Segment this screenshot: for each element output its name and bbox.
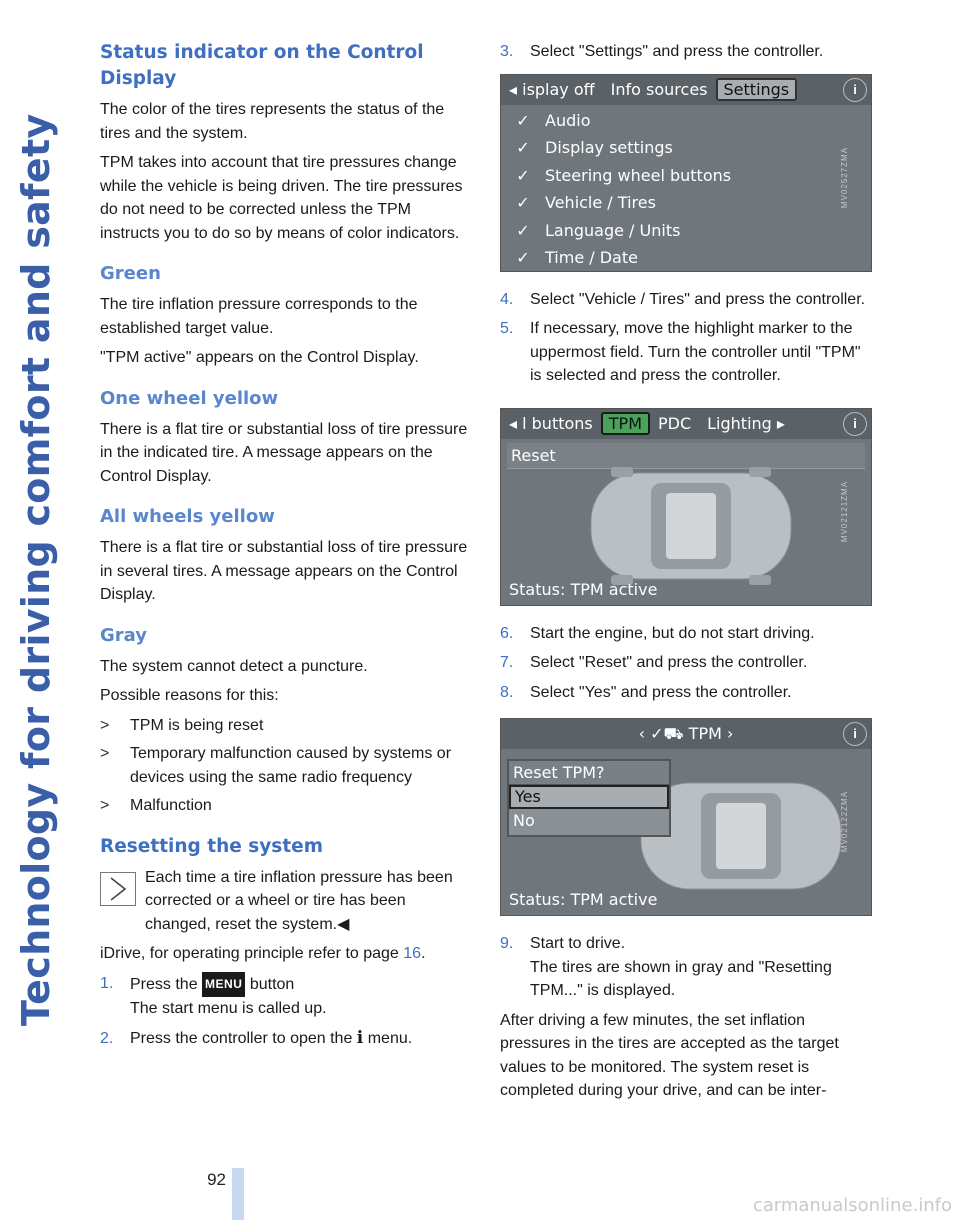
screen-topbar [501,75,871,105]
list-item-label: Vehicle / Tires [545,193,656,213]
step-number: 7. [500,654,514,671]
subheading-all-wheels-yellow: All wheels yellow [100,506,275,527]
step-number: 5. [500,320,514,337]
image-code: MV02527ZMA [839,146,849,208]
note-arrow-icon [100,872,136,906]
bullet-marker: > [100,797,110,814]
step-text-post: menu. [363,1029,413,1047]
screen-topbar [501,409,871,439]
step-text [130,972,327,1021]
footer-watermark: carmanualsonline.info [752,1195,952,1216]
list-item [501,107,871,135]
bullet-marker: > [100,745,110,762]
step-7 [500,651,872,675]
gray-paragraph-1: The system cannot detect a puncture. [100,657,368,675]
step-subtext: The tires are shown in gray and "Resetting TPM..." is displayed. [530,958,832,999]
audio-icon: ✓ [516,110,530,130]
step-text: Select "Reset" and press the controller. [530,654,808,671]
green-paragraph-1: The tire inflation pressure corresponds to the established target value. [100,296,418,337]
info-icon: i [356,1027,364,1048]
tab-tpm: TPM [601,412,650,435]
screenshot-reset-tpm [500,718,872,916]
page-number: 92 [207,1170,226,1189]
screen-topbar [501,719,871,749]
list-item-label: Steering wheel buttons [545,165,732,185]
subheading-one-wheel-yellow: One wheel yellow [100,387,279,409]
bullet-text: Malfunction [130,797,212,814]
clock-icon: ✓ [516,248,530,268]
final-paragraph: After driving a few minutes, the set inflation pressures in the tires are accepted as the target values to be monitored. The system reset is completed during your drive, and can be inter- [500,1011,839,1099]
step-number: 2. [100,1029,114,1047]
step-text: Start the engine, but do not start driving. [530,624,815,642]
step-text: Select "Yes" and press the controller. [530,683,792,701]
list-item [501,217,871,245]
step-1 [100,972,472,1021]
tpm-header: ‹ ✓⛟ TPM › [638,723,734,743]
left-column [100,40,472,1056]
step-text: If necessary, move the highlight marker to the uppermost field. Turn the controller until "TPM" is selected and press the controller. [530,320,861,384]
tpm-status: Status: TPM active [509,890,658,909]
list-item [100,714,472,738]
tab-lighting: Lighting ▸ [707,414,785,433]
step-6 [500,622,872,646]
section-heading-resetting: Resetting the system [100,835,323,857]
tab-display-off: ◂ isplay off [509,80,595,99]
bullet-marker: > [100,716,110,734]
green-paragraph-2: "TPM active" appears on the Control Display. [100,349,419,366]
step-number: 8. [500,683,514,701]
reset-field: Reset [507,443,865,469]
idrive-reference [100,942,472,966]
step-number: 3. [500,43,514,60]
page-link[interactable]: 16 [403,945,422,962]
tab-settings: Settings [716,78,798,101]
steering-wheel-icon: ✓ [516,165,530,185]
right-column [500,40,872,1109]
tpm-status: Status: TPM active [509,579,658,599]
screenshot-tpm-menu [500,408,872,606]
step-number: 4. [500,290,514,308]
note-text: Each time a tire inflation pressure has been corrected or a wheel or tire has been changed, reset the system.◀ [145,868,453,933]
step-text-pre: Press the controller to open the [130,1029,357,1047]
list-item-label: Language / Units [545,220,681,240]
sidebar-title: Technology for driving comfort and safety [14,113,58,1027]
step-text-post: button [245,975,295,993]
intro-paragraph-1: The color of the tires represents the status of the tires and the system. [100,101,445,142]
list-item-label: Time / Date [545,248,638,268]
popup-option-yes: Yes [509,785,669,809]
tab-info-sources: Info sources [610,80,708,99]
help-icon: i [843,722,867,746]
list-item [100,794,472,818]
help-icon: i [843,78,867,102]
list-item [501,189,871,217]
gray-paragraph-2: Possible reasons for this: [100,687,279,704]
one-wheel-paragraph: There is a flat tire or substantial loss of tire pressure in the indicated tire. A message appears on the Control Display. [100,420,468,485]
all-wheels-paragraph: There is a flat tire or substantial loss of tire pressure in several tires. A message appears on the Control Display. [100,539,468,603]
menu-key-icon: MENU [202,972,245,998]
tab-buttons: ◂ l buttons [509,414,593,433]
page-bar [232,1168,244,1220]
list-item [501,244,871,272]
bullet-text: TPM is being reset [130,716,264,734]
popup-option-no: No [513,811,535,830]
step-5 [500,317,872,388]
step-3 [500,40,872,64]
language-icon: ✓ [516,220,530,240]
step-text [530,932,872,1003]
idrive-text: iDrive, for operating principle refer to page [100,945,404,962]
image-code: MV02122ZMA [839,790,849,853]
intro-paragraph-2: TPM takes into account that tire pressures change while the vehicle is being driven. The tire pressures do not need to be corrected unless the TPM instructs you to do so by means of color indicators. [100,154,463,242]
list-item [501,134,871,162]
help-icon: i [843,412,867,436]
step-text: Select "Settings" and press the controller. [530,43,824,60]
step-4 [500,288,872,312]
reset-popup [507,759,671,837]
step-text [130,1027,412,1051]
step-8 [500,681,872,705]
section-heading-status: Status indicator on the Control Display [100,42,424,89]
vehicle-icon: ✓ [516,193,530,213]
popup-title: Reset TPM? [509,761,669,785]
step-subtext: The start menu is called up. [130,1000,327,1017]
image-code: MV02121ZMA [839,480,849,542]
subheading-gray: Gray [100,624,147,646]
step-number: 6. [500,624,514,642]
tab-pdc: PDC [658,414,692,433]
step-number: 9. [500,935,514,952]
list-item-label: Audio [545,110,591,130]
list-item [501,162,871,190]
display-icon: ✓ [516,138,530,158]
step-number: 1. [100,974,114,992]
step-2 [100,1027,472,1051]
step-text-pre: Press the [130,975,203,993]
car-top-view-icon [571,461,811,591]
idrive-period: . [421,945,426,962]
step-9 [500,932,872,1003]
screenshot-settings-menu [500,74,872,272]
step-text: Select "Vehicle / Tires" and press the controller. [530,290,866,308]
note-block [100,866,472,937]
step-text-main: Start to drive. [530,935,626,952]
list-item-label: Display settings [545,138,673,158]
bullet-text: Temporary malfunction caused by systems or devices using the same radio frequency [130,745,452,786]
subheading-green: Green [100,263,161,284]
list-item [100,742,472,789]
settings-list [501,107,871,272]
